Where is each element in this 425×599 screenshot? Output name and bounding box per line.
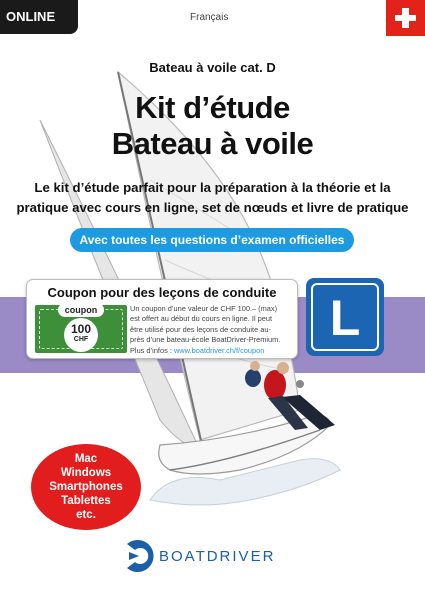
coupon-text-line4: près d’une bateau-école BoatDriver-Premium. (130, 335, 281, 345)
official-questions-badge: Avec toutes les questions d’examen officielles (70, 228, 354, 252)
coupon-bill-icon (35, 305, 127, 353)
learner-letter: L (329, 290, 361, 346)
coupon-link[interactable]: www.boatdriver.ch/f/coupon (173, 345, 265, 355)
product-description-line1: Le kit d’étude parfait pour la préparation à la théorie et la (34, 180, 391, 195)
product-description (10, 178, 415, 218)
boatdriver-logo-icon (121, 536, 155, 576)
swiss-flag-icon (386, 0, 425, 36)
coupon-description (130, 304, 296, 356)
product-description-line2: pratique avec cours en ligne, set de nœuds et livre de pratique (16, 200, 409, 215)
product-title (0, 90, 425, 162)
coupon-info-line (130, 346, 296, 356)
product-title-line2: Bateau à voile (111, 126, 314, 161)
coupon-info-prefix: Plus d’infos : (130, 345, 174, 355)
boatdriver-brand (121, 536, 291, 576)
product-category: Bateau à voile cat. D (149, 60, 276, 75)
platform-tablets: Tablettes (61, 495, 111, 507)
coupon-text-line1: Un coupon d’une valeur de CHF 100.– (max) (130, 304, 278, 313)
coupon-amount: 100 (70, 322, 92, 336)
coupon-text-line3: être utilisé pour des leçons de conduite au- (130, 324, 271, 334)
learner-l-badge (306, 278, 384, 356)
platform-mac: Mac (74, 453, 98, 465)
coupon-bill-value (64, 318, 98, 352)
language-label: Français (190, 12, 229, 23)
product-title-line1: Kit d’étude (135, 90, 290, 125)
coupon-bill-label: coupon (58, 303, 104, 317)
coupon-currency: CHF (73, 336, 89, 343)
online-badge: ONLINE (0, 0, 78, 34)
coupon-text-line2: est offert au début du cours en ligne. Il peut (130, 314, 273, 324)
platform-windows: Windows (60, 467, 112, 479)
driving-lesson-coupon (26, 279, 298, 359)
platforms-badge (31, 444, 141, 530)
platform-etc: etc. (76, 509, 96, 521)
brand-name: BOATDRIVER (159, 548, 276, 565)
platform-smartphones: Smartphones (49, 481, 123, 493)
coupon-title: Coupon pour des leçons de conduite (47, 285, 277, 300)
